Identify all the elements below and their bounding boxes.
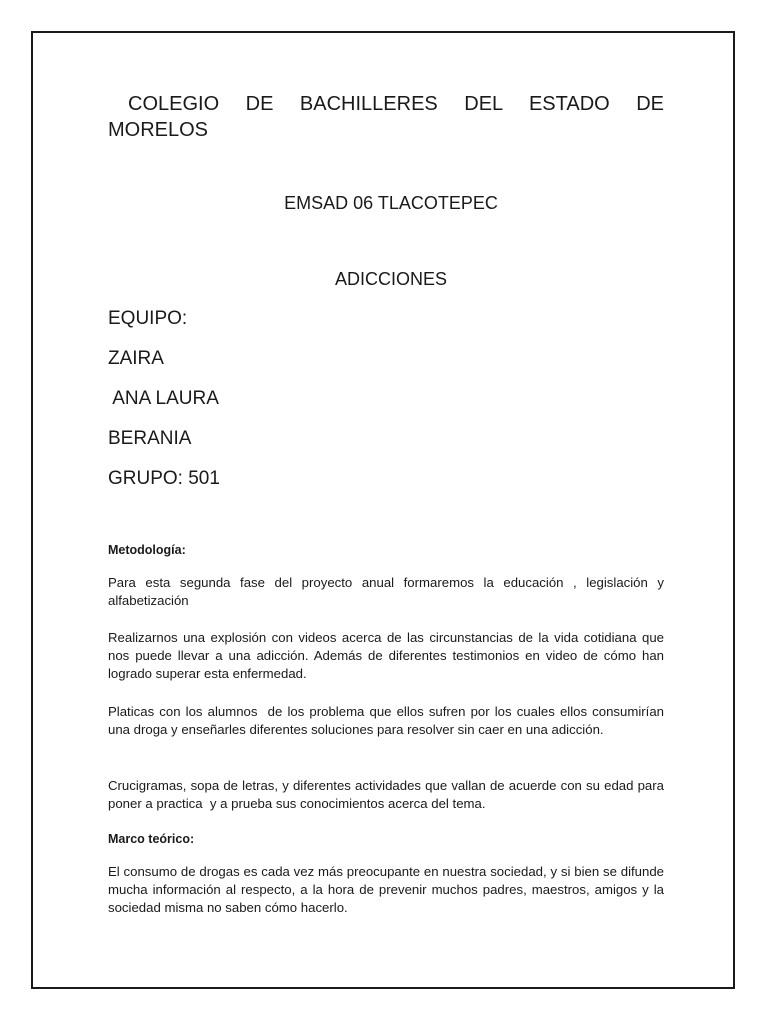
document-page <box>31 31 735 989</box>
team-member: ZAIRA <box>108 348 164 369</box>
campus-title: EMSAD 06 TLACOTEPEC <box>284 193 498 213</box>
methodology-heading: Metodología: <box>108 543 186 557</box>
team-member: ANA LAURA <box>108 388 219 409</box>
methodology-paragraph: Para esta segunda fase del proyecto anual formaremos la educación , legislación y alfabetización <box>108 575 664 608</box>
methodology-paragraph: Realizarnos una explosión con videos acerca de las circunstancias de la vida cotidiana que nos puede llevar a una adicción. Además de diferentes testimonios en video de cómo han logrado superar esta enfermedad. <box>108 630 664 681</box>
group-label: GRUPO: 501 <box>108 468 220 489</box>
methodology-paragraph: Crucigramas, sopa de letras, y diferentes actividades que vallan de acuerde con su edad para poner a practica y a prueba sus conocimientos acerca del tema. <box>108 778 668 811</box>
theory-paragraph: El consumo de drogas es cada vez más preocupante en nuestra sociedad, y si bien se difunde mucha información al respecto, a la hora de prevenir muchos padres, maestros, amigos y la sociedad misma no saben cómo hacerlo. <box>108 864 664 915</box>
subject-title: ADICCIONES <box>334 269 448 289</box>
team-label: EQUIPO: <box>108 308 188 329</box>
methodology-paragraph: Platicas con los alumnos de los problema que ellos sufren por los cuales ellos consumirían una droga y enseñarles diferentes soluciones para resolver sin caer en una adicción. <box>108 704 668 737</box>
theory-heading: Marco teórico: <box>108 832 195 846</box>
team-member: BERANIA <box>108 428 192 449</box>
school-title: COLEGIO DE BACHILLERES DEL ESTADO DE MORELOS <box>108 93 664 141</box>
